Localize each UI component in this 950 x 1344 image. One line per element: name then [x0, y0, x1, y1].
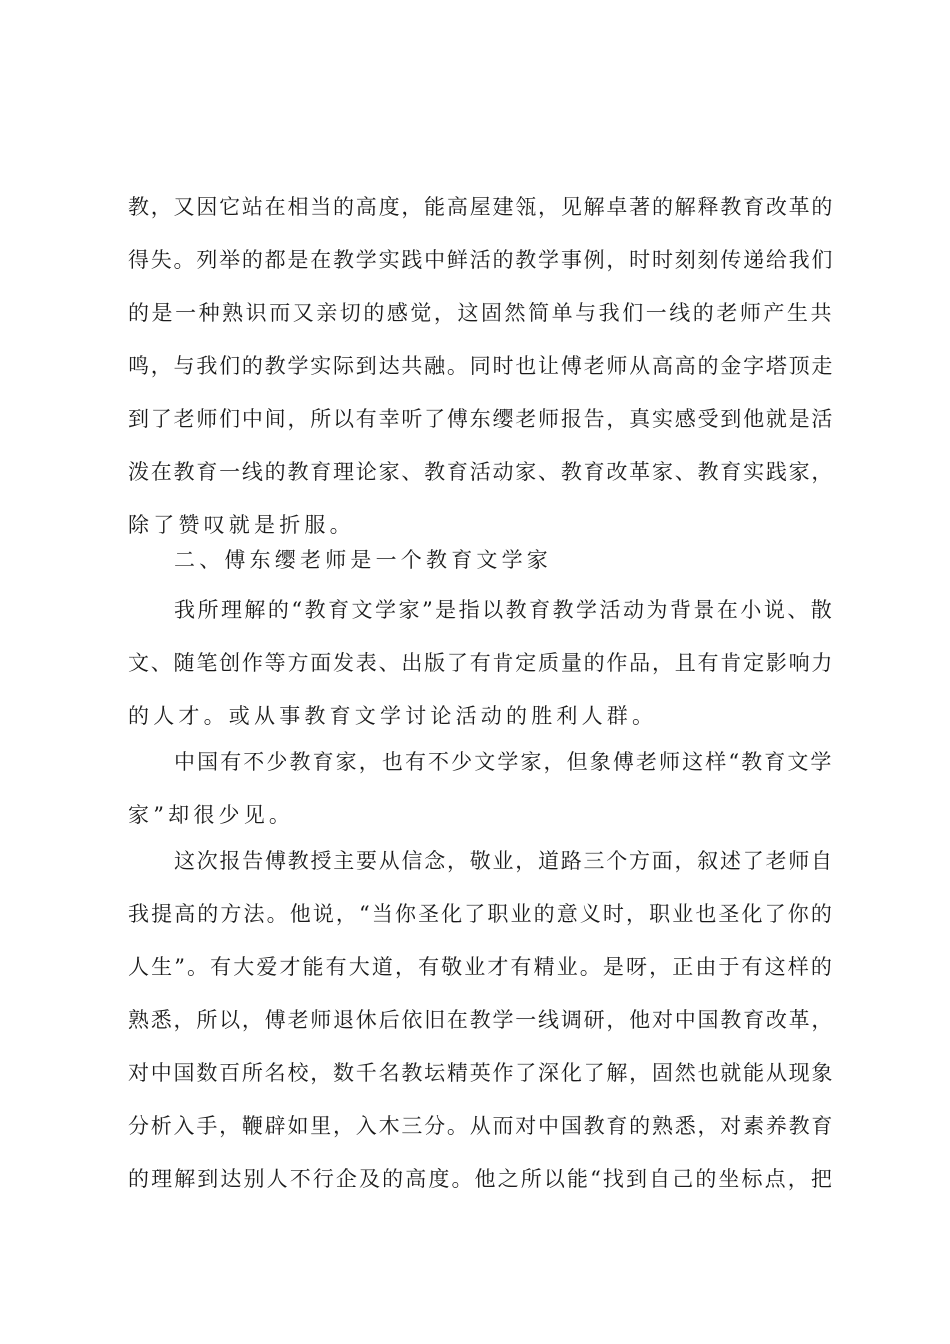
- paragraph-line: 这次报告傅教授主要从信念，敬业，道路三个方面，叙述了老师自: [174, 849, 834, 873]
- paragraph-line: 除了赞叹就是折服。: [128, 513, 355, 537]
- paragraph-line: 中国有不少教育家，也有不少文学家，但象傅老师这样“教育文学: [174, 750, 834, 774]
- paragraph-line: 我提高的方法。他说，“当你圣化了职业的意义时，职业也圣化了你的: [128, 902, 834, 926]
- paragraph-line: 家”却很少见。: [128, 803, 295, 827]
- paragraph-1: [128, 189, 834, 543]
- section-heading: [128, 542, 834, 578]
- paragraph-line: 分析入手，鞭辟如里，入木三分。从而对中国教育的熟悉，对素养教育: [128, 1114, 835, 1138]
- paragraph-line: 文、随笔创作等方面发表、出版了有肯定质量的作品，且有肯定影响力: [128, 651, 835, 675]
- paragraph-4: [128, 744, 834, 833]
- paragraph-line: 的是一种熟识而又亲切的感觉，这固然简单与我们一线的老师产生共: [128, 301, 834, 325]
- paragraph-3: [128, 592, 834, 734]
- paragraph-line: 人生”。有大爱才能有大道，有敬业才有精业。是呀，正由于有这样的: [128, 955, 834, 979]
- paragraph-line: 我所理解的“教育文学家”是指以教育教学活动为背景在小说、散: [174, 598, 835, 622]
- paragraph-line: 鸣，与我们的教学实际到达共融。同时也让傅老师从高高的金字塔顶走: [128, 354, 835, 378]
- paragraph-line: 的人才。或从事教育文学讨论活动的胜利人群。: [128, 704, 658, 728]
- paragraph-line: 熟悉，所以，傅老师退休后依旧在教学一线调研，他对中国教育改革，: [128, 1008, 835, 1032]
- paragraph-line: 对中国数百所名校，数千名教坛精英作了深化了解，固然也就能从现象: [128, 1061, 835, 1085]
- section-heading-text: 二、傅东缨老师是一个教育文学家: [174, 548, 552, 572]
- paragraph-line: 得失。列举的都是在教学实践中鲜活的教学事例，时时刻刻传递给我们: [128, 248, 835, 272]
- paragraph-line: 泼在教育一线的教育理论家、教育活动家、教育改革家、教育实践家，: [128, 460, 835, 484]
- paragraph-5: [128, 843, 834, 1197]
- paragraph-line: 的理解到达别人不行企及的高度。他之所以能“找到自己的坐标点，把: [128, 1167, 834, 1191]
- paragraph-line: 教，又因它站在相当的高度，能高屋建瓴，见解卓著的解释教育改革的: [128, 195, 835, 219]
- paragraph-line: 到了老师们中间，所以有幸听了傅东缨老师报告，真实感受到他就是活: [128, 407, 835, 431]
